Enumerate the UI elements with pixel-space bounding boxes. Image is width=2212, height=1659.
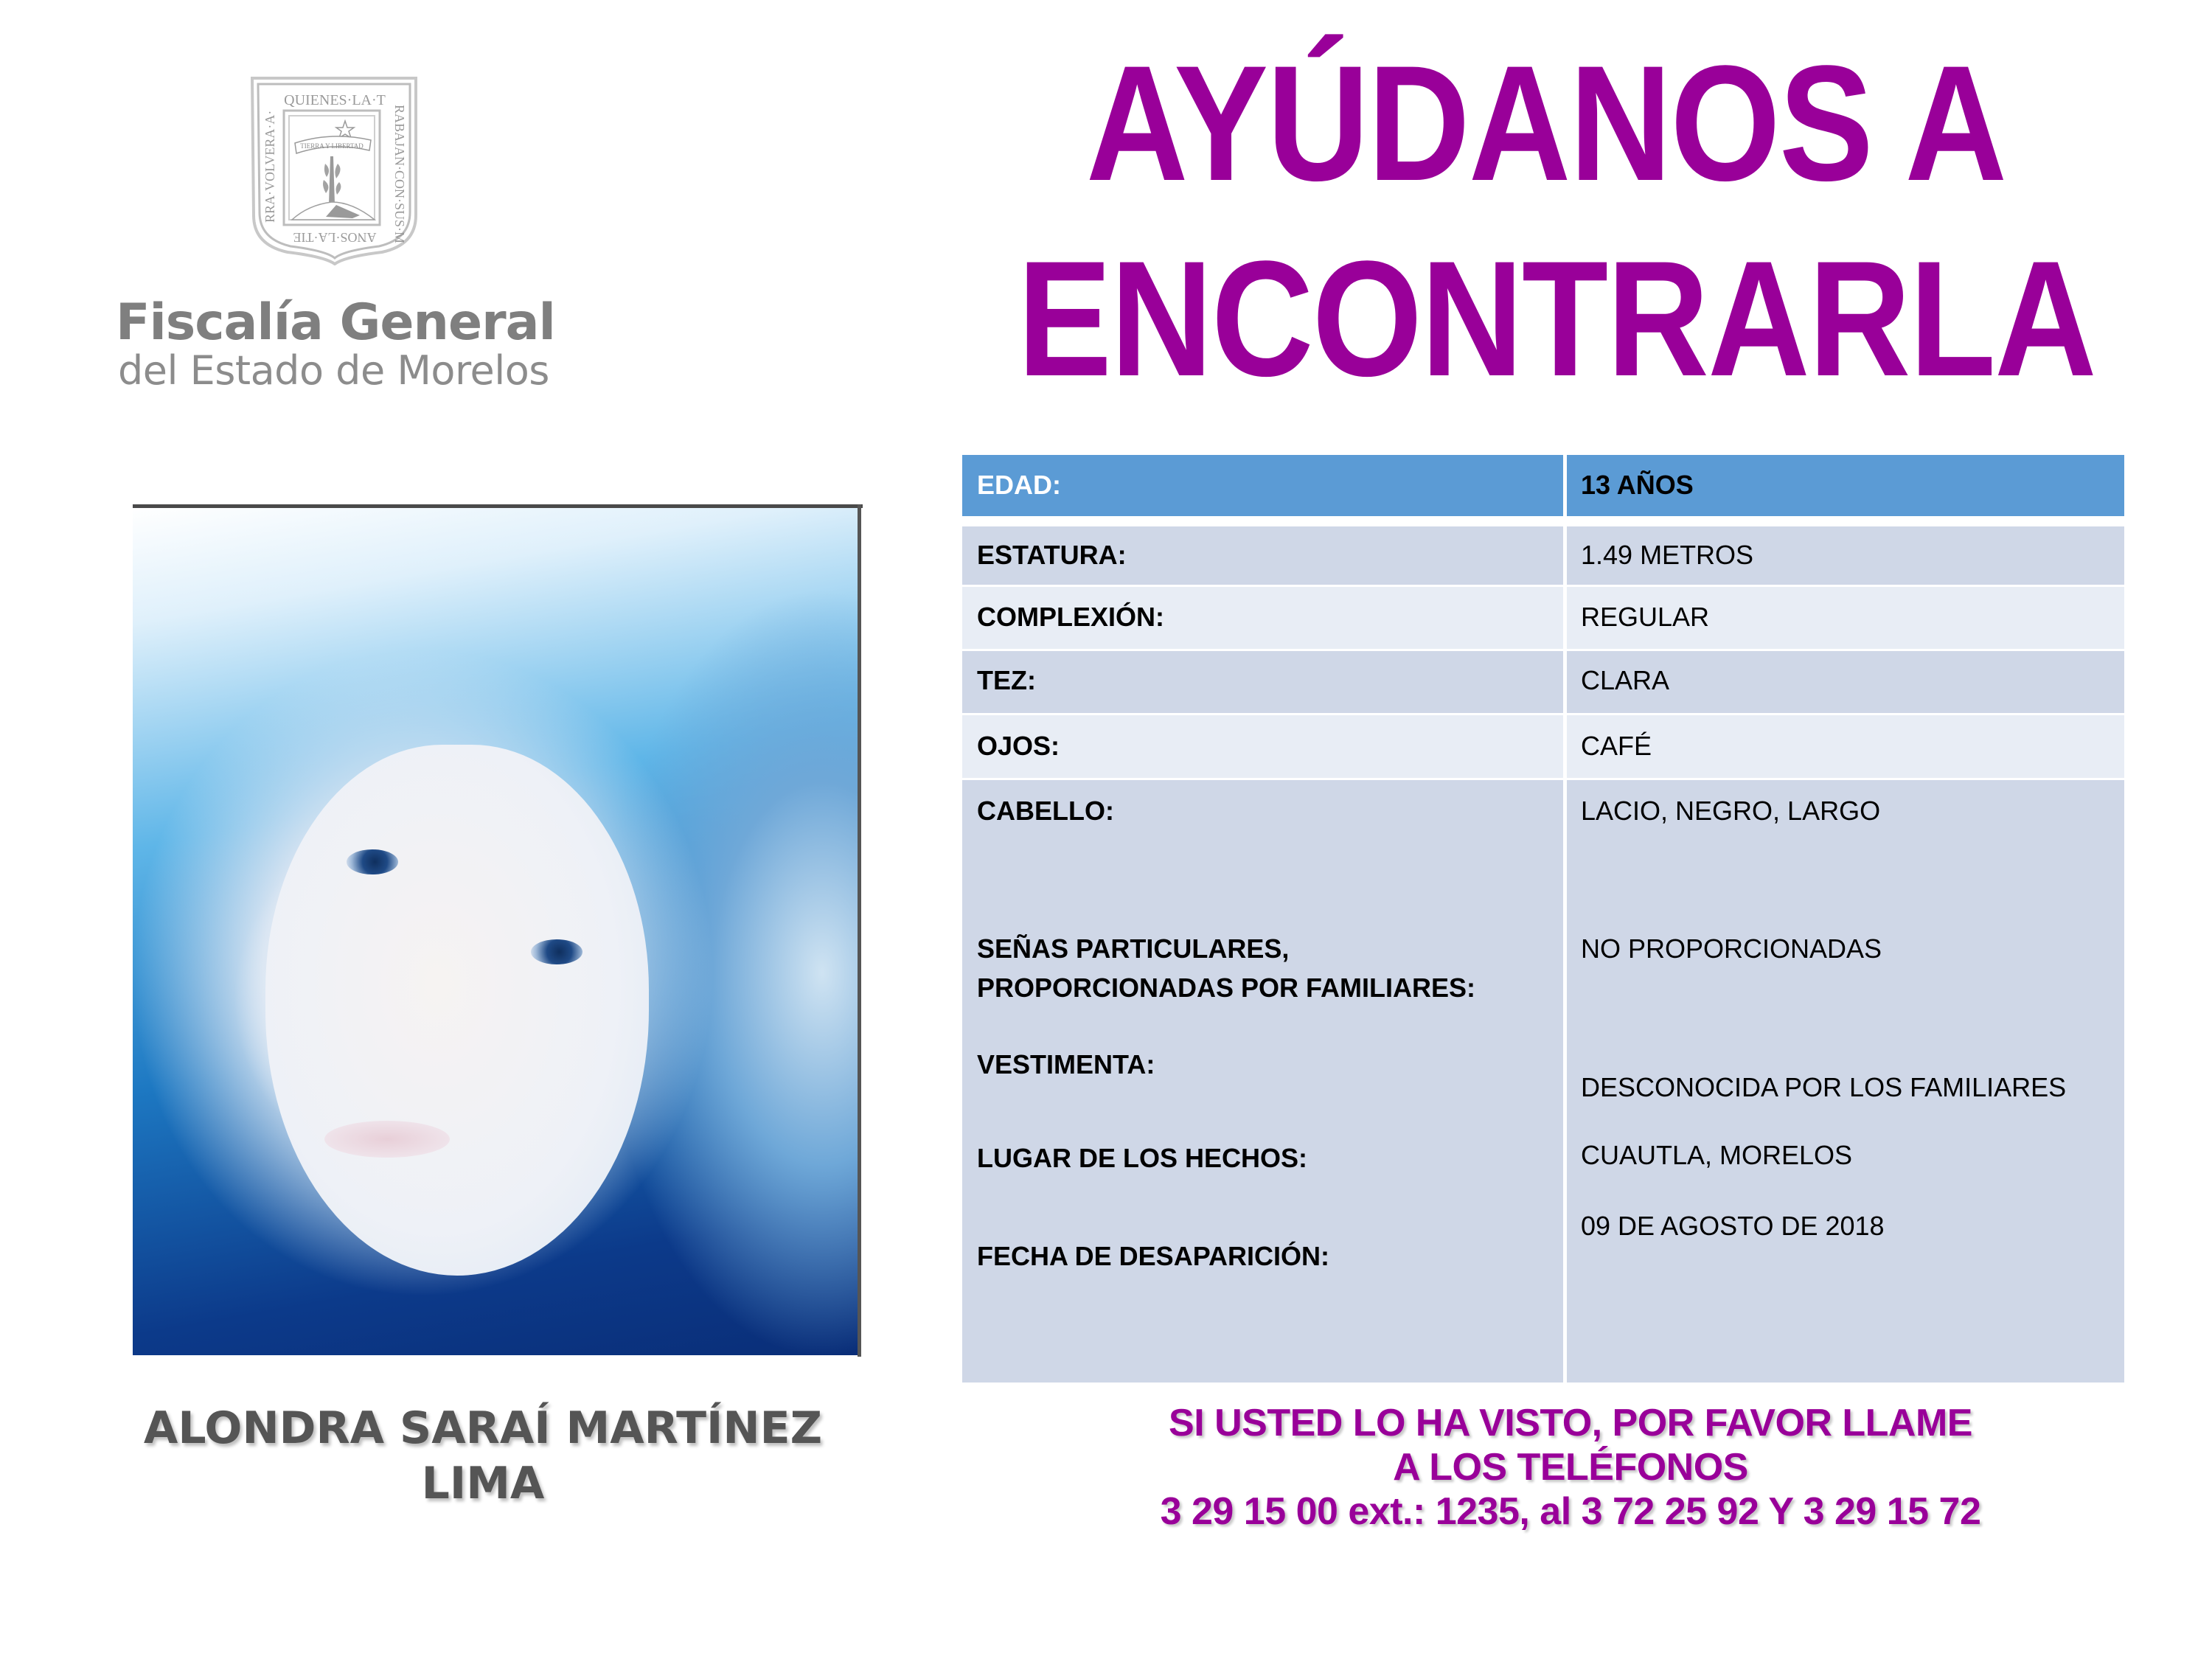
table-row-build bbox=[962, 587, 2124, 649]
label-complexion: TEZ: bbox=[977, 665, 1036, 695]
value-date: 09 DE AGOSTO DE 2018 bbox=[1581, 1211, 1885, 1241]
value-height: 1.49 METROS bbox=[1581, 540, 1754, 570]
value-eyes: CAFÉ bbox=[1581, 731, 1652, 761]
person-name-line-2: LIMA bbox=[421, 1458, 545, 1509]
value-marks: NO PROPORCIONADAS bbox=[1581, 933, 1882, 964]
cta-phone-numbers: 3 29 15 00 ext.: 1235, al 3 72 25 92 Y 3 29 15 72 bbox=[1160, 1490, 1981, 1533]
label-clothing: VESTIMENTA: bbox=[977, 1049, 1155, 1079]
table-cell-label bbox=[962, 526, 1563, 585]
headline-line-2: ENCONTRARLA bbox=[1018, 227, 2096, 411]
table-cell-label bbox=[962, 780, 1563, 1382]
table-row-age bbox=[962, 455, 2124, 516]
table-cell-label bbox=[962, 715, 1563, 778]
cta-line-1: SI USTED LO HA VISTO, POR FAVOR LLAME bbox=[1169, 1402, 1972, 1444]
value-build: REGULAR bbox=[1581, 602, 1710, 632]
person-name-line-1: ALONDRA SARAÍ MARTÍNEZ bbox=[143, 1402, 823, 1454]
photo-mouth bbox=[324, 1121, 450, 1158]
table-row-eyes bbox=[962, 715, 2124, 778]
morelos-seal-icon bbox=[249, 75, 420, 265]
value-hair: LACIO, NEGRO, LARGO bbox=[1581, 796, 1881, 826]
photo-eye-left bbox=[347, 849, 398, 874]
photo-frame-right-border bbox=[858, 504, 861, 1357]
value-clothing: DESCONOCIDA POR LOS FAMILIARES bbox=[1581, 1072, 2067, 1102]
svg-text:RRA·VOLVERA·A·: RRA·VOLVERA·A· bbox=[262, 110, 277, 223]
table-row-complexion bbox=[962, 651, 2124, 713]
label-marks-line-1: SEÑAS PARTICULARES, bbox=[977, 933, 1290, 964]
label-place: LUGAR DE LOS HECHOS: bbox=[977, 1143, 1308, 1173]
table-cell-label bbox=[962, 651, 1563, 713]
photo-frame-top-border bbox=[133, 504, 863, 508]
svg-text:RABAJAN·CON·SUS·M: RABAJAN·CON·SUS·M bbox=[392, 105, 407, 244]
value-age: 13 AÑOS bbox=[1581, 470, 1694, 500]
organization-subtitle: del Estado de Morelos bbox=[118, 347, 549, 394]
table-cell-value bbox=[1567, 780, 2124, 1382]
table-cell-value bbox=[1567, 526, 2124, 585]
table-cell-value bbox=[1567, 455, 2124, 516]
cta-line-2: A LOS TELÉFONOS bbox=[1393, 1446, 1748, 1489]
table-cell-value bbox=[1567, 715, 2124, 778]
svg-text:TIERRA Y LIBERTAD: TIERRA Y LIBERTAD bbox=[300, 142, 364, 150]
photo-face-shape bbox=[265, 745, 649, 1276]
table-cell-label bbox=[962, 455, 1563, 516]
table-cell-value bbox=[1567, 587, 2124, 649]
label-height: ESTATURA: bbox=[977, 540, 1127, 570]
label-eyes: OJOS: bbox=[977, 731, 1060, 761]
label-build: COMPLEXIÓN: bbox=[977, 602, 1165, 632]
svg-text:QUIENES·LA·T: QUIENES·LA·T bbox=[284, 92, 386, 108]
table-row-details bbox=[962, 780, 2124, 1382]
svg-text:ANOS·LA·TIE: ANOS·LA·TIE bbox=[293, 230, 377, 245]
value-place: CUAUTLA, MORELOS bbox=[1581, 1140, 1853, 1170]
table-row-height bbox=[962, 526, 2124, 585]
photo-eye-right bbox=[531, 939, 582, 964]
label-marks-line-2: PROPORCIONADAS POR FAMILIARES: bbox=[977, 973, 1476, 1003]
table-cell-label bbox=[962, 587, 1563, 649]
organization-title: Fiscalía General bbox=[116, 293, 555, 352]
headline-line-1: AYÚDANOS A bbox=[1086, 32, 2006, 215]
table-cell-value bbox=[1567, 651, 2124, 713]
value-complexion: CLARA bbox=[1581, 665, 1670, 695]
label-date: FECHA DE DESAPARICIÓN: bbox=[977, 1241, 1330, 1271]
label-hair: CABELLO: bbox=[977, 796, 1114, 826]
label-age: EDAD: bbox=[977, 470, 1061, 500]
